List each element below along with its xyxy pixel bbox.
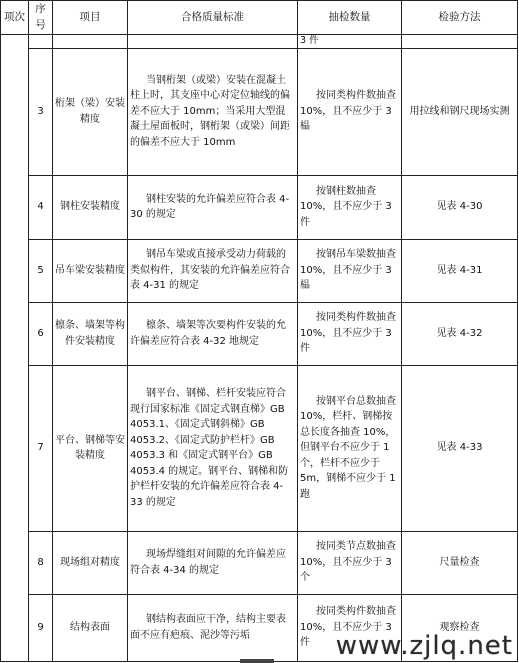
row-standard: 檩条、墙架等次要构件安装的允许偏差应符合表 4-32 地规定 [128, 302, 298, 365]
row-method: 见表 4-30 [402, 175, 518, 239]
header-order: 项次 [1, 1, 29, 35]
row-seq: 4 [29, 175, 53, 239]
row-quantity: 按钢平台总数抽查 10%，栏杆、钢梯按总长度各抽查 10%，但钢平台不应少于 1 个，栏杆不应少于 5m，钢梯不应少于 1 跑 [298, 365, 402, 531]
row-item: 檩条、墙架等构件安装精度 [53, 302, 128, 365]
table-row [1, 365, 518, 531]
row-quantity: 按钢柱数抽查 10%，且不应少于 3 件 [298, 175, 402, 239]
carry-over-row [1, 34, 518, 48]
row-item: 吊车梁安装精度 [53, 239, 128, 302]
row-item: 钢柱安装精度 [53, 175, 128, 239]
row-seq: 6 [29, 302, 53, 365]
row-item: 桁架（梁）安装精度 [53, 48, 128, 175]
table-row [1, 302, 518, 365]
watermark: www.zjlq.net [335, 631, 513, 661]
row-quantity: 按同类构件数抽查 10%，且不应少于 3 榀 [298, 48, 402, 175]
row-standard: 现场焊缝组对间隙的允许偏差应符合表 4-34 的规定 [128, 531, 298, 594]
row-item: 平台、钢梯等安装精度 [53, 365, 128, 531]
row-seq: 5 [29, 239, 53, 302]
table-row [1, 48, 518, 175]
row-quantity: 按同类节点数抽查 10%，且不应少于 3 个 [298, 531, 402, 594]
row-method: 尺量检查 [402, 531, 518, 594]
row-seq: 9 [29, 594, 53, 661]
header-row [1, 1, 518, 35]
row-standard: 钢平台、钢梯、栏杆安装应符合现行国家标准《固定式钢直梯》GB 4053.1、《固定式钢斜梯》GB 4053.2、《固定式防护栏杆》GB 4053.3 和《固定式钢平台》GB 4053.4 的规定。钢平台、钢梯和防护栏杆安装的允许偏差应符合表 4-33 的规定 [128, 365, 298, 531]
header-standard: 合格质量标准 [128, 1, 298, 35]
row-item: 现场组对精度 [53, 531, 128, 594]
row-quantity: 按同类构件数抽查 10%，且不应少于 3 件 [298, 302, 402, 365]
row-standard: 钢柱安装的允许偏差应符合表 4-30 的规定 [128, 175, 298, 239]
row-seq: 3 [29, 48, 53, 175]
row-method: 观察检查 [402, 594, 518, 661]
header-item: 项目 [53, 1, 128, 35]
row-standard: 钢吊车梁或直接承受动力荷载的类似构件，其安装的允许偏差应符合表 4-31 的规定 [128, 239, 298, 302]
row-seq: 7 [29, 365, 53, 531]
header-method: 检验方法 [402, 1, 518, 35]
row-seq: 8 [29, 531, 53, 594]
row-quantity: 按钢吊车梁数抽查 10%，且不应少于 3 榀 [298, 239, 402, 302]
row-standard: 钢结构表面应干净，结构主要表面不应有疤痕、泥沙等污垢 [128, 594, 298, 661]
page-break-mark [240, 659, 274, 663]
row-item: 结构表面 [53, 594, 128, 661]
row-standard: 当钢桁架（或梁）安装在混凝土柱上时，其支座中心对定位轴线的偏差不应大于 10mm；当采用大型混凝土屋面板时，钢桁架（或梁）间距的偏差不应大于 10mm [128, 48, 298, 175]
row-quantity: 按同类构件数抽查 10%，且不应少于 3 件 [298, 594, 402, 661]
row-method: 见表 4-31 [402, 239, 518, 302]
table-row [1, 175, 518, 239]
carry-over-quantity: 3 件 [298, 34, 402, 48]
table-row [1, 239, 518, 302]
row-method: 见表 4-33 [402, 365, 518, 531]
row-method: 见表 4-32 [402, 302, 518, 365]
table-row [1, 531, 518, 594]
row-method: 用拉线和钢尺现场实测 [402, 48, 518, 175]
header-quantity: 抽检数量 [298, 1, 402, 35]
order-column-cell [1, 34, 29, 661]
header-seq: 序号 [29, 1, 53, 35]
